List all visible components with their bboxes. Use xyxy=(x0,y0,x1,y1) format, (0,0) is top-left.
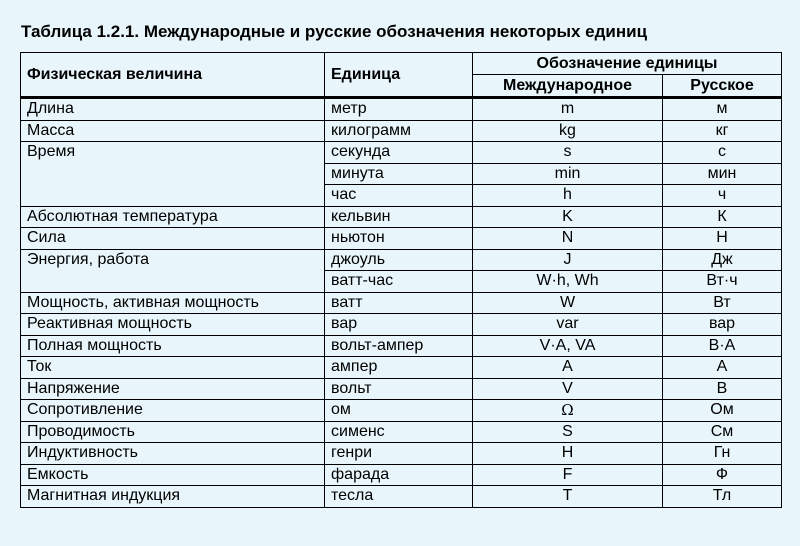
cell-russian: вар xyxy=(663,314,782,336)
cell-international: N xyxy=(473,228,663,250)
cell-quantity: Ток xyxy=(21,357,325,379)
table-body xyxy=(21,98,782,508)
cell-international: kg xyxy=(473,120,663,142)
cell-international: s xyxy=(473,142,663,164)
table-row xyxy=(21,228,782,250)
cell-quantity: Напряжение xyxy=(21,378,325,400)
table-row xyxy=(21,98,782,121)
table-header-row xyxy=(21,53,782,75)
cell-unit: вольт-ампер xyxy=(325,335,473,357)
table-row xyxy=(21,357,782,379)
cell-unit: минута xyxy=(325,163,473,185)
cell-unit: кельвин xyxy=(325,206,473,228)
cell-quantity: Длина xyxy=(21,98,325,121)
cell-russian: Ф xyxy=(663,464,782,486)
cell-russian: К xyxy=(663,206,782,228)
cell-unit: ом xyxy=(325,400,473,422)
cell-russian: кг xyxy=(663,120,782,142)
cell-quantity: Масса xyxy=(21,120,325,142)
cell-international: W·h, Wh xyxy=(473,271,663,293)
cell-unit: килограмм xyxy=(325,120,473,142)
cell-unit: джоуль xyxy=(325,249,473,271)
table-row xyxy=(21,421,782,443)
cell-international: var xyxy=(473,314,663,336)
units-table xyxy=(20,52,782,508)
cell-russian: мин xyxy=(663,163,782,185)
cell-quantity: Мощность, активная мощность xyxy=(21,292,325,314)
cell-quantity: Энергия, работа xyxy=(21,249,325,292)
cell-quantity: Магнитная индукция xyxy=(21,486,325,508)
table-row xyxy=(21,120,782,142)
cell-unit: ватт xyxy=(325,292,473,314)
cell-quantity: Емкость xyxy=(21,464,325,486)
cell-international: A xyxy=(473,357,663,379)
cell-unit: час xyxy=(325,185,473,207)
cell-international: W xyxy=(473,292,663,314)
cell-quantity: Время xyxy=(21,142,325,207)
header-unit: Единица xyxy=(325,53,473,98)
cell-russian: Тл xyxy=(663,486,782,508)
cell-international: K xyxy=(473,206,663,228)
table-row xyxy=(21,400,782,422)
cell-quantity: Абсолютная температура xyxy=(21,206,325,228)
table-title: Таблица 1.2.1. Международные и русские обозначения некоторых единиц xyxy=(21,22,648,41)
cell-international: H xyxy=(473,443,663,465)
cell-unit: метр xyxy=(325,98,473,121)
cell-international: T xyxy=(473,486,663,508)
cell-quantity: Индуктивность xyxy=(21,443,325,465)
cell-international: V·A, VA xyxy=(473,335,663,357)
cell-russian: А xyxy=(663,357,782,379)
table-row xyxy=(21,206,782,228)
table-row xyxy=(21,486,782,508)
cell-international: h xyxy=(473,185,663,207)
cell-russian: См xyxy=(663,421,782,443)
cell-russian: Гн xyxy=(663,443,782,465)
cell-russian: м xyxy=(663,98,782,121)
cell-international: F xyxy=(473,464,663,486)
table-row xyxy=(21,443,782,465)
table-row xyxy=(21,249,782,271)
cell-quantity: Сила xyxy=(21,228,325,250)
header-russian: Русское xyxy=(663,75,782,98)
header-international: Международное xyxy=(473,75,663,98)
header-designation: Обозначение единицы xyxy=(473,53,782,75)
cell-russian: Вт·ч xyxy=(663,271,782,293)
cell-russian: Вт xyxy=(663,292,782,314)
table-row xyxy=(21,142,782,164)
cell-international: J xyxy=(473,249,663,271)
cell-unit: сименс xyxy=(325,421,473,443)
table-row xyxy=(21,292,782,314)
table-row xyxy=(21,335,782,357)
cell-international: m xyxy=(473,98,663,121)
cell-quantity: Реактивная мощность xyxy=(21,314,325,336)
cell-international: V xyxy=(473,378,663,400)
cell-russian: ч xyxy=(663,185,782,207)
cell-russian: В xyxy=(663,378,782,400)
cell-unit: вольт xyxy=(325,378,473,400)
cell-international: S xyxy=(473,421,663,443)
cell-unit: ампер xyxy=(325,357,473,379)
cell-russian: Н xyxy=(663,228,782,250)
cell-russian: Дж xyxy=(663,249,782,271)
cell-international: min xyxy=(473,163,663,185)
table-row xyxy=(21,314,782,336)
cell-international: Ω xyxy=(473,400,663,422)
cell-quantity: Сопротивление xyxy=(21,400,325,422)
table-row xyxy=(21,464,782,486)
cell-unit: ватт-час xyxy=(325,271,473,293)
cell-unit: ньютон xyxy=(325,228,473,250)
header-quantity: Физическая величина xyxy=(21,53,325,98)
cell-russian: Ом xyxy=(663,400,782,422)
cell-unit: секунда xyxy=(325,142,473,164)
cell-quantity: Проводимость xyxy=(21,421,325,443)
cell-quantity: Полная мощность xyxy=(21,335,325,357)
cell-russian: с xyxy=(663,142,782,164)
cell-unit: вар xyxy=(325,314,473,336)
cell-unit: тесла xyxy=(325,486,473,508)
cell-russian: В·А xyxy=(663,335,782,357)
cell-unit: генри xyxy=(325,443,473,465)
cell-unit: фарада xyxy=(325,464,473,486)
table-row xyxy=(21,378,782,400)
